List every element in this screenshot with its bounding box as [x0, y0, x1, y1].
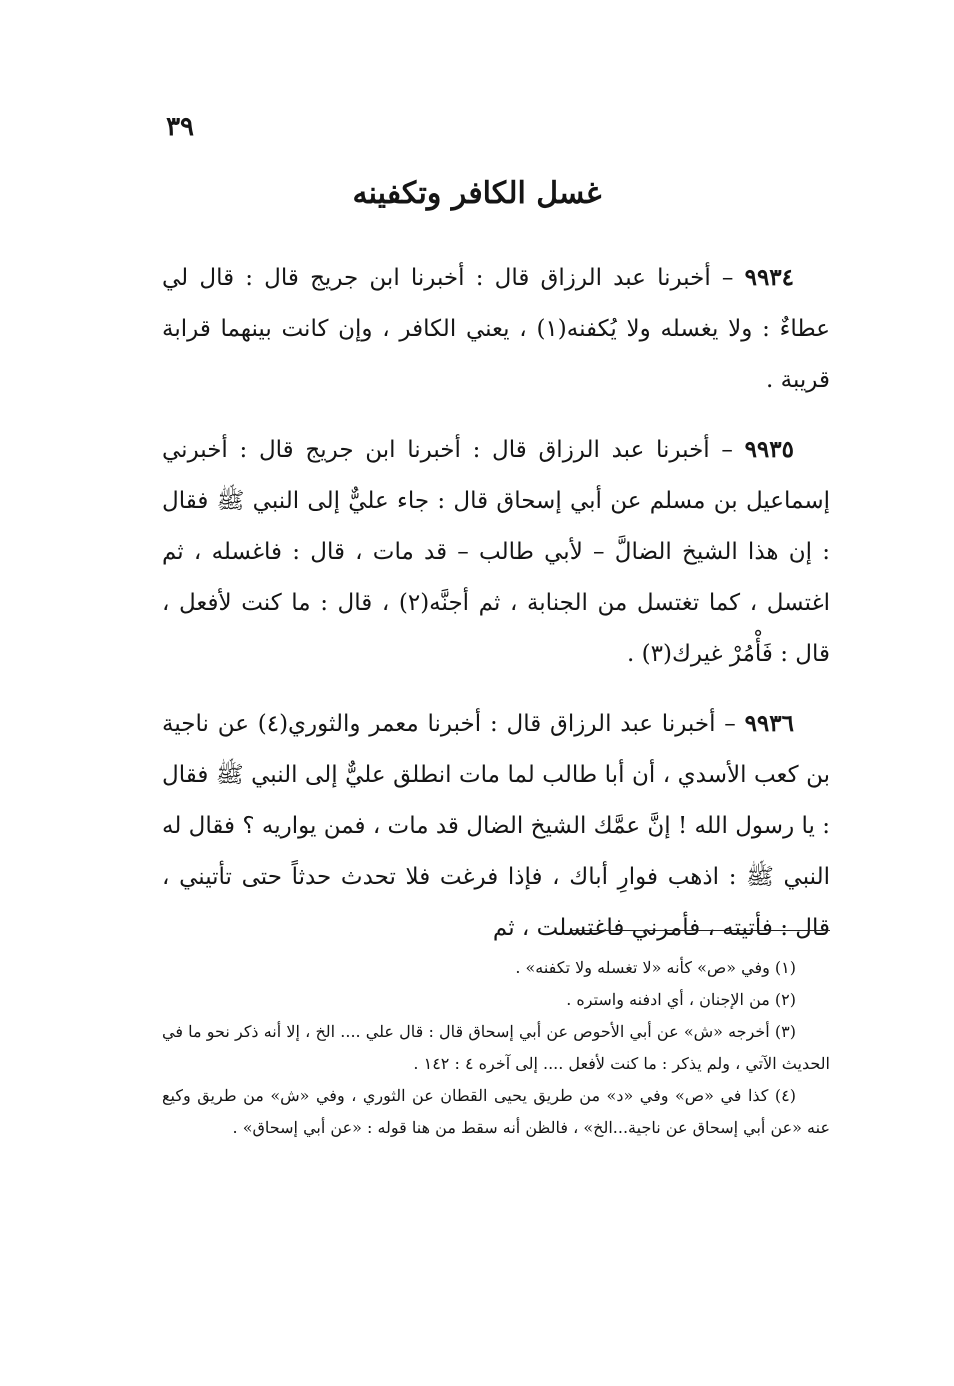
hadith-9935	[162, 424, 830, 680]
page-number: ٣٩	[166, 112, 194, 142]
hadith-number: ٩٩٣٤	[744, 264, 795, 291]
footnotes	[162, 952, 830, 1144]
footnote-3: (٣) أخرجه «ش» عن أبي الأحوص عن أبي إسحاق قال : قال علي .... الخ ، إلا أنه ذكر نحو ما في الحديث الآتي ، ولم يذكر : ما كنت لأفعل .... إلى آخره ٤ : ١٤٢ .	[162, 1022, 830, 1073]
hadith-number: ٩٩٣٥	[744, 436, 794, 463]
hadith-text: – أخبرنا عبد الرزاق قال : أخبرنا ابن جريج قال : أخبرني إسماعيل بن مسلم عن أبي إسحاق قال : جاء عليٌّ إلى النبي ﷺ فقال : إن هذا الشيخ الضالَّ – لأبي طالب – قد مات ، قال : فاغسله ، ثم اغتسل ، كما تغتسل من الجنابة ، ثم أجنَّه(٢) ، قال : ما كنت لأفعل ، قال : فَأْمُرْ غيرك(٣) .	[162, 437, 831, 667]
footnote-1: (١) وفي «ص» كأنه «لا تغسله ولا تكفنه» .	[515, 958, 796, 977]
hadith-number: ٩٩٣٦	[744, 710, 794, 737]
hadith-9936	[162, 698, 830, 954]
hadith-9934	[162, 252, 830, 406]
chapter-title: غسل الكافر وتكفينه	[352, 176, 602, 211]
main-text	[162, 252, 830, 972]
hadith-text: – أخبرنا عبد الرزاق قال : أخبرنا ابن جريج قال : قال لي عطاءٌ : ولا يغسله ولا يُكفنه(١) ، يعني الكافر ، وإن كانت بينهما قرابة قريبة .	[162, 265, 830, 393]
hadith-text: – أخبرنا عبد الرزاق قال : أخبرنا معمر والثوري(٤) عن ناجية بن كعب الأسدي ، أن أبا طالب لما مات انطلق عليٌّ إلى النبي ﷺ فقال : يا رسول الله ! إنَّ عمَّك الشيخ الضال قد مات ، فمن يواريه ؟ فقال له النبي ﷺ : اذهب فوارِ أباك ، فإذا فرغت فلا تحدث حدثاً حتى تأتيني ، قال : فأتيته ، فأمرني فاغتسلت ، ثم	[162, 711, 830, 941]
footnote-2: (٢) من الإجنان ، أي ادفنه واستره .	[566, 990, 796, 1009]
footnote-divider	[572, 930, 830, 931]
footnote-4: (٤) كذا في «ص» وفي «د» من طريق يحيى القطان عن الثوري ، وفي «ش» من طريق وكيع عنه «عن أبي إسحاق عن ناجية...الخ» ، فالظن أنه سقط من هنا قوله : «عن أبي إسحاق» .	[162, 1086, 830, 1137]
